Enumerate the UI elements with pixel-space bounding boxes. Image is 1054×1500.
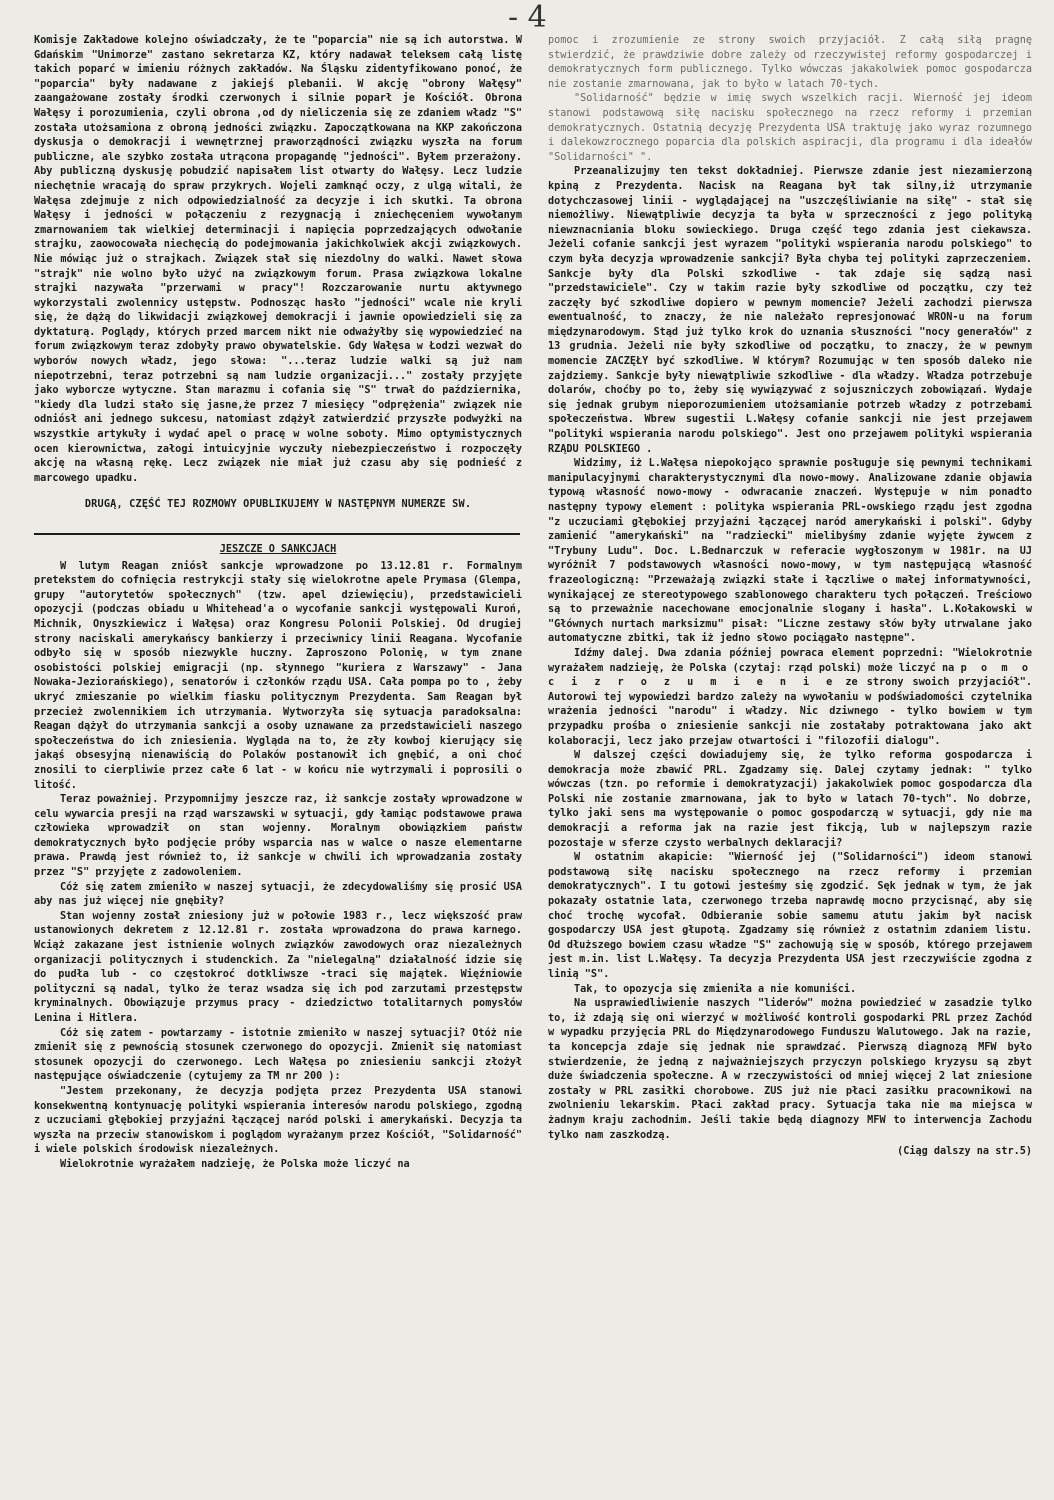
page-number: - 4 bbox=[508, 0, 547, 35]
analysis-paragraph: Tak, to opozycja się zmieniła a nie komuniści. bbox=[574, 983, 857, 995]
analysis-paragraph: Widzimy, iż L.Wałęsa niepokojąco sprawnie posługuje się pewnymi technikami manipulacyjnymi charakterystycznymi dla nowo-mowy. Analizowane zdanie objawia typową własność nowo-mowy - odwracanie znaczeń. Występuje w nim ponadto następny typowy element : polityka wspierania PRL-owskiego rządu jest zgodna "z uczuciami głębokiej przyjaźni łączącej naród amerykański i polski". Gdyby zamienić "amerykański" na "radziecki" mielibyśmy zdanie wyjęte żywcem z "Trybuny Ludu". Doc. L.Bednarczuk w referacie wygłoszonym w 1981r. na UJ wyróżnił 7 podstawowych własności nowo-mowy, w tym następującą własność frazeologiczną: "Przeważają związki stałe i łączliwe o małej informatywności, wynikającej ze stereotypowego szablonowego charakteru tych połączeń. Treściowo są to przeważnie nacechowane emocjonalnie slogany i hasła". L.Kołakowski w "Głównych nurtach marksizmu" pisał: "Liczne zestawy słów były utrwalane jako automatyczne zbitki, tak iż jedno słowo pociągało następne". bbox=[548, 458, 1032, 645]
section-divider bbox=[34, 533, 520, 535]
article-paragraph: Wielokrotnie wyrażałem nadzieję, że Polska może liczyć na bbox=[60, 1158, 410, 1170]
quote-paragraph: pomoc i zrozumienie ze strony swoich przyjaciół. Z całą siłą pragnę stwierdzić, że prawdziwie dobre zależy od rzeczywistej reformy gospodarczej i demokratycznych form publicznego. Tylko wówczas jakakolwiek pomoc gospodarcza nie zostanie zmarnowana, jak to było w latach 70-tych. bbox=[548, 35, 1032, 90]
analysis-paragraph: Przeanalizujmy ten tekst dokładniej. Pierwsze zdanie jest niezamierzoną kpiną z Prezydenta. Nacisk na Reagana był tak silny,iż utrzymanie dotychczasowej linii - wyglądającej na "uszczęśliwianie na siłę" - stał się niemożliwy. Niewątpliwie decyzja ta była w sprzeczności z jego polityką niewznacniania bloku sowieckiego. Druga część tego zdania jest ciekawsza. Jeżeli cofanie sankcji jest wyrazem "polityki wspierania narodu polskiego" to czym była decyzja wprowadzenie sankcji? Była chyba tej polityki zaprzeczeniem. Sankcje były dla Polski szkodliwe - tak zdaje się sądzą nasi "przedstawiciele". Czy w takim razie były szkodliwe od początku, czy też zaczęły być szkodliwe dopiero w pewnym momencie? Jeżeli zachodzi pierwsza ewentualność, to znaczy, że nie należało represjonować WRON-u na forum międzynarodowym. Stąd już tylko krok do uznania słuszności "nocy generałów" z 13 grudnia. Jeżeli nie były szkodliwe od początku, to znaczy, że w pewnym momencie ZACZĘŁY być szkodliwe. W którym? Rozumując w ten sposób daleko nie zajdziemy. Sankcje były niewątpliwie szkodliwe - dla władzy. Władza potrzebuje dolarów, choćby po to, żeby się wywiązywać z sojuszniczych zobowiązań. Wydaje się jednak grubym nieporozumieniem utożsamianie potrzeb władzy z potrzebami społeczeństwa. Wbrew sugestii L.Wałęsy cofanie sankcji nie jest przejawem "polityki wspierania narodu polskiego". Jest ono przejawem polityki wspierania RZĄDU POLSKIEGO . bbox=[548, 166, 1032, 455]
article-paragraph: "Jestem przekonany, że decyzja podjęta przez Prezydenta USA stanowi konsekwentną kontynuację polityki wspierania interesów narodu polskiego, zgodną z uczuciami głębokiej przyjaźni łączącej naród polski i amerykański. Decyzja ta wyszła na przeciw stanowiskom i poglądom wyrażanym przez Kościół, "Solidarność" i wiele polskich środowisk niezależnych. bbox=[34, 1085, 522, 1156]
article-paragraph: Stan wojenny został zniesiony już w połowie 1983 r., lecz większość praw ustanowionych dekretem z 12.12.81 r. została wprowadzona do prawa karnego. Wciąż zakazane jest istnienie wolnych związków zawodowych oraz niezależnych organizacji politycznych i studenckich. Za "nielegalną" działalność idzie się do pudła lub - co częstokroć dotkliwsze -traci się majątek. Więźniowie polityczni są nadal, tylko że teraz wsadza się ich pod zarzutami przestępstw kryminalnych. Obowiązuje przymus pracy - dziedzictwo totalitarnych pomysłów Lenina i Hitlera. bbox=[34, 910, 522, 1024]
article-paragraph: W lutym Reagan zniósł sankcje wprowadzone po 13.12.81 r. Formalnym pretekstem do cofnięcia restrykcji stały się wielokrotne apele Prymasa (Glempa, grupy "autorytetów społecznych" (tzw. apel dziewięciu), przedstawicieli opozycji (podczas obiadu u Whitehead'a o wycofanie sankcji występowali Kuroń, Michnik, Onyszkiewicz i Wałęsa) oraz Kongresu Polonii Polskiej. Od drugiej strony naciskali amerykańscy bankierzy i przeciwnicy linii Reagana. Wycofanie odbyło się w sposób niezwykle huczny. Zaproszono Polonię, w tym znane osobistości polskiej emigracji (np. słynnego "kuriera z Warszawy" - Jana Nowaka-Jeziorańskiego), senatorów i członków rządu USA. Cała pompa po to , żeby ukryć zmieszanie po wielkim fiasku politycznym Prezydenta. Sam Reagan był przecież zwolennikiem ich utrzymania. Wytworzyła się sytuacja paradoksalna: Reagan dążył do utrzymania sankcji a osoby uznawane za przedstawicieli naszego społeczeństwa do ich zniesienia. Wygląda na to, że zły kowboj kierujący się jakąś obsesyjną nienawiścią do Polaków postanowił ich gnębić, a oni choć znosili to cierpliwie przez całe 6 lat - w końcu nie wytrzymali i poprosili o litość. bbox=[34, 560, 522, 791]
left-column bbox=[34, 34, 522, 1482]
continued-note: (Ciąg dalszy na str.5) bbox=[897, 1146, 1032, 1158]
analysis-paragraph: Na usprawiedliwienie naszych "liderów" można powiedzieć w zasadzie tylko to, iż zdają się oni wierzyć w możliwość kontroli gospodarki PRL przez Zachód w wypadku przyjęcia PRL do Międzynarodowego Funduszu Walutowego. Jak na razie, ta koncepcja zdaje się jednak nie sprawdzać. Pierwszą diagnozą MFW było stwierdzenie, że jedną z najważniejszych przyczyn polskiego kryzysu są zbyt duże świadczenia społeczne. A w rzeczywistości od mniej więcej 2 lat zniesione zostały w PRL zasiłki chorobowe. ZUS już nie płaci zasiłku pracownikowi na zwolnieniu lekarskim. Płaci zakład pracy. Sytuacja taka nie ma miejsca w żadnym kraju zachodnim. Jeśli takie będą diagnozy MFW to interwencja Zachodu tylko nam zaszkodzą. bbox=[548, 998, 1032, 1141]
article-paragraph: Cóż się zatem - powtarzamy - istotnie zmieniło w naszej sytuacji? Otóż nie zmienił się z pewnością stosunek czerwonego do opozycji. Zmienił się natomiast stosunek opozycji do czerwonego. Lech Wałęsa po zniesieniu sankcji złożył następujące oświadczenie (cytujemy za TM nr 200 ): bbox=[34, 1027, 522, 1083]
analysis-paragraph: W dalszej części dowiadujemy się, że tylko reforma gospodarcza i demokracja może zbawić PRL. Zgadzamy się. Dalej czytamy jednak: " tylko wówczas (tzn. po reformie i demokratyzacji) jakakolwiek pomoc gospodarcza dla Polski nie zostanie zmarnowana, jak to było w latach 70-tych". No dobrze, tylko jaki sens ma występowanie o pomoc gospodarczą w sytuacji, gdy nie ma demokracji a reforma jak na razie jest fikcją, lub w najlepszym razie pozostaje w sferze czysto werbalnych deklaracji? bbox=[548, 750, 1032, 849]
spaced-phrase: p o m o c i z r o z u m i e n i e bbox=[548, 662, 1032, 689]
right-column bbox=[548, 34, 1032, 1492]
interview-paragraph: Komisje Zakładowe kolejno oświadczały, że te "poparcia" nie są ich autorstwa. W Gdańskim "Unimorze" zastano sekretarza KZ, który nadawał teleksem całą listę takich poparć w imieniu różnych zakładów. Na Śląsku zidentyfikowano ponoć, że "poparcia" były nadawane z jakiejś plebanii. W akcję "obrony Wałęsy" zaangażowane zostały środki czerwonych i silnie poparł je Kościół. Obrona Wałęsy i porozumienia, czyli obrona ,od dy nieliczenia się ze zdaniem władz "S" została utożsamiona z obroną jedności związku. Zapoczątkowana na KKP zakończona dyskusja o demokracji i wewnętrznej praworządności związku wyszła na forum publiczne, ale szybko została utrącona propagandę "jedności". Byłem przerażony. Aby publiczną dyskusję pobudzić napisałem list otwarty do Wałęsy. Lecz ludzie niechętnie wracają do spraw przykrych. Wojeli zamknąć oczy, z ulgą witali, że Wałęsa zdejmuje z nich odpowiedzialność za decyzje i ich skutki. Ta obrona Wałęsy i jedności w połączeniu z rezygnacją i zniechęceniem wywołanym zmarnowaniem tak wielkiej determinacji i napięcia poprzedzających odwołanie strajku, zaowocowała niechęcią do podejmowania jakichkolwiek akcji związkowych. Nie mówiąc już o strajkach. Związek stał się niezdolny do walki. Nawet słowa "strajk" nie wolno było użyć na związkowym forum. Prasa związkowa lokalne strajki nazywała "przerwami w pracy"! Rozczarowanie nurtu aktywnego wykorzystali zwolennicy ustępstw. Podnosząc hasło "jedności" wcale nie kryli się, że dążą do likwidacji związkowej demokracji i jawnie opowiedzieli się za dyktaturą. Poglądy, których przed marcem nikt nie odważyłby się wypowiedzieć na forum związkowym teraz zdobyły prawo obywatelskie. Gdy Wałęsa w Łodzi wezwał do wyborów nowych władz, jego słowa: "...teraz ludzie walki są już nam niepotrzebni, teraz potrzebni są nam ludzie organizacji..." zostały przyjęte jako wyborcze wytyczne. Stan marazmu i cofania się "S" trwał do października, "kiedy dla ludzi stało się jasne,że przez 7 miesięcy "odprężenia" związek nie odniósł ani jednego sukcesu, natomiast zdążył zatwierdzić przyszłe podwyżki na wszystkie artykuły i wydać apel o pracę w wolne soboty. Mimo optymistycznych ocen kierownictwa, załogi intuicyjnie wyczuły niebezpieczeństwo i rozpoczęły akcję na własną rękę. Lecz związek nie miał już czasu aby się podnieść z marcowego upadku. bbox=[34, 35, 522, 484]
analysis-text: ze strony swoich przyjaciół". Autorowi tej wypowiedzi bardzo zależy na wywołaniu w podświadomości czytelnika wrażenia jedności "narodu" i władzy. Nic dziwnego - tylko bowiem w tym przypadku prośba o zniesienie sankcji nie zostałaby potraktowana jako akt kolaboracji, lecz jako przejaw otwartości i "filozofii dialogu". bbox=[548, 677, 1032, 747]
article-paragraph: Teraz poważniej. Przypomnijmy jeszcze raz, iż sankcje zostały wprowadzone w celu wywarcia presji na rząd warszawski w sytuacji, gdy łamiąc podstawowe prawa człowieka wprowadził on stan wojenny. Moralnym obowiązkiem państw demokratycznych było podjęcie próby wsparcia nas w walce o nasze elementarne prawa. Prawdą jest również to, iż sankcje w chwili ich wprowadzania zostały przez "S" przyjęte z zadowoleniem. bbox=[34, 794, 522, 879]
analysis-text: Idźmy dalej. Dwa zdania później powraca element poprzedni: "Wielokrotnie wyrażałem nadzieję, że Polska (czytaj: rząd polski) może liczyć na bbox=[548, 647, 1032, 674]
continuation-note: DRUGĄ, CZĘŚĆ TEJ ROZMOWY OPUBLIKUJEMY W NASTĘPNYM NUMERZE SW. bbox=[84, 499, 472, 511]
analysis-paragraph bbox=[548, 647, 1032, 749]
article-title: JESZCZE O SANKCJACH bbox=[219, 544, 337, 555]
analysis-paragraph: W ostatnim akapicie: "Wierność jej ("Solidarności") ideom stanowi podstawową siłę nacisku społecznego na rzecz reformy i przemian demokratycznych". I tu gotowi jesteśmy się zgodzić. Sęk jednak w tym, że jak pokazały ostatnie lata, czerwonego trzeba naprawdę mocno przycisnąć, aby się choć trochę wycofał. Odbieranie sobie samemu atutu jakim był nacisk gospodarczy USA jest głupotą. Zgadzamy się również z ostatnim zdaniem listu. Od dłuższego bowiem czasu władze "S" zachowują się w sposób, którego przejawem jest m.in. list L.Wałęsy. Ta decyzja Prezydenta USA jest rzeczywiście zgodna z linią "S". bbox=[548, 852, 1032, 980]
quote-paragraph: "Solidarność" będzie w imię swych wszelkich racji. Wierność jej ideom stanowi podstawową siłę nacisku społecznego na rzecz reformy i przemian demokratycznych. Ostatnią decyzję Prezydenta USA traktuję jako wyraz rozumnego i dalekowzrocznego poparcia dla polskich aspiracji, dla programu i dla ideałów "Solidarności" ". bbox=[548, 93, 1032, 163]
article-paragraph: Cóż się zatem zmieniło w naszej sytuacji, że zdecydowaliśmy się prosić USA aby nas już więcej nie gnębiły? bbox=[34, 881, 522, 908]
